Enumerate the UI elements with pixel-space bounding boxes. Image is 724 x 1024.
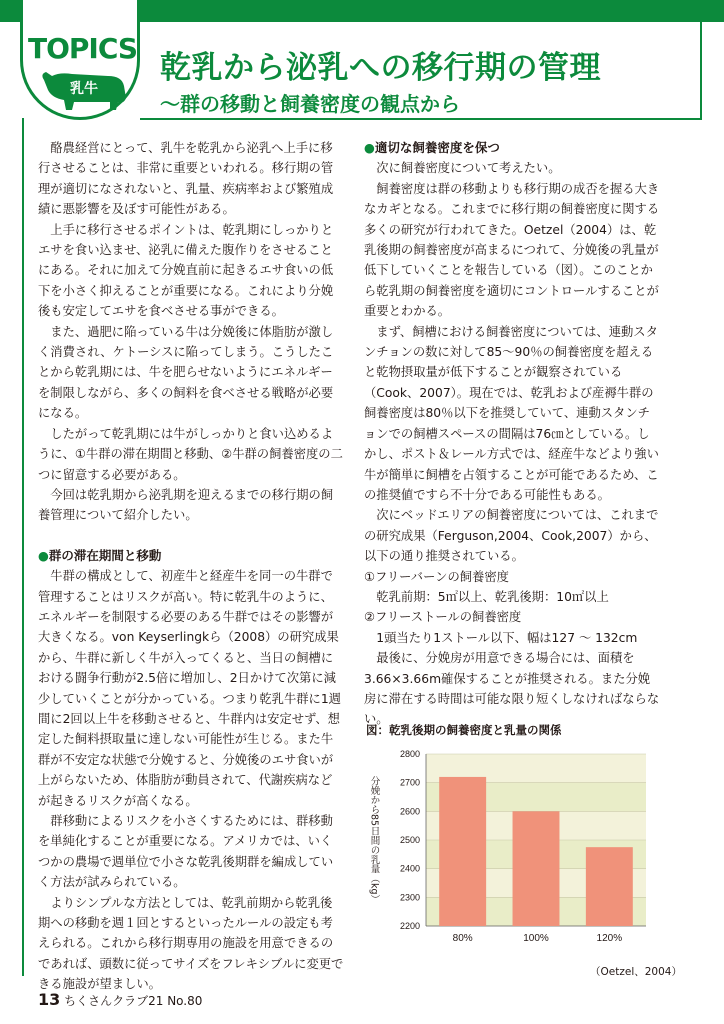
y-tick-label: 2800	[399, 749, 420, 759]
page-title: 乾乳から泌乳への移行期の管理	[160, 50, 601, 86]
right-rule	[700, 20, 702, 120]
list-item: 1頭当たり1ストール以下、幅は127 ～ 132cm	[376, 630, 638, 645]
paragraph: 飼養密度は群の移動よりも移行期の成否を握る大きなカギとなる。これまでに移行期の飼養密度に関する多くの研究が行われてきた。Oetzel（2004）は、乾乳後期の飼養密度が高まるにつれて、分娩後の乳量が低下していくことを報告している（図）。このことから乾乳期の飼養密度を適切にコントロールすることが重要とわかる。	[364, 181, 660, 319]
paragraph: したがって乾乳期には牛がしっかりと食い込めるように、①牛群の滞在期間と移動、②牛群の飼養密度の二つに留意する必要がある。	[38, 426, 343, 482]
paragraph: また、過肥に陥っている牛は分娩後に体脂肪が激しく消費され、ケトーシスに陥ってしまう。こうしたことから乾乳期には、牛を肥らせないようにエネルギーを制限しながら、多くの飼料を食べさせる戦略が必要になる。	[38, 324, 334, 421]
y-tick-label: 2600	[399, 806, 420, 817]
figure-source: （Oetzel、2004）	[590, 966, 682, 978]
left-rule	[22, 118, 24, 976]
issue-number: No.80	[167, 994, 203, 1008]
milk-yield-bar-chart	[364, 744, 664, 956]
paragraph: 次にベッドエリアの飼養密度については、これまでの研究成果（Ferguson,2004、Cook,2007）から、以下の通り推奨されている。	[364, 508, 659, 564]
figure-caption: 図：乾乳後期の飼養密度と乳量の関係	[366, 723, 562, 737]
paragraph: 群移動によるリスクを小さくするためには、群移動を単純化することが重要になる。アメリカでは、いくつかの農場で週単位で小さな乾乳後期群を編成していく方法が試みられている。	[38, 814, 334, 890]
header-rule	[140, 118, 702, 120]
y-tick-label: 2200	[399, 921, 420, 931]
paragraph: まず、飼槽における飼養密度については、連動スタンチョンの数に対して85～90％の飼養密度を超えると乾物摂取量が低下することが観察されている（Cook、2007）。現在では、乾乳および産褥牛群の飼養密度は80％以下を推奨していて、連動スタンチョンでの飼槽スペースの間隔は76㎝としている。しかし、ポスト＆レール方式では、経産牛などより強い牛が簡単に飼槽を占領することが可能であるため、この推奨値ですら不十分である可能性もある。	[364, 324, 659, 502]
page-footer	[38, 990, 202, 1009]
y-tick-label: 2300	[399, 892, 420, 903]
paragraph: 上手に移行させるポイントは、乾乳期にしっかりとエサを食い込ませ、泌乳に備えた腹作りをさせることにある。それに加えて分娩直前に起きるエサ食いの低下を小さく抑えることが重要になる。これにより分娩後も安定してエサを食べさせる事ができる。	[38, 222, 334, 319]
bullet-icon: ●	[364, 140, 375, 155]
paragraph: 牛群の構成として、初産牛と経産牛を同一の牛群で管理することはリスクが高い。特に乾乳牛のように、エネルギーを制限する必要のある牛群ではその影響が大きくなる。von Keyserlingkら（2008）の研究成果から、牛群に新しく牛が入ってくると、当日の飼槽における闘争行動が2.5倍に増加し、2日かけて次第に減少していくことが分かっている。つまり乾乳牛群に1週間に2回以上牛を移動させると、牛群内は安定せず、想定した飼料摂取量に達しない可能性が生じる。また牛群が不安定な状態で分娩すると、分娩後のエサ食いが上がらないため、体脂肪が動員されて、代謝疾病などが起きるリスクが高くなる。	[38, 569, 341, 808]
topics-label: TOPICS	[28, 32, 138, 65]
bar	[513, 811, 560, 926]
y-tick-label: 2700	[399, 777, 420, 788]
bar	[586, 847, 633, 926]
paragraph: 酪農経営にとって、乳牛を乾乳から泌乳へ上手に移行させることは、非常に重要といわれる。移行期の管理が適切になされないと、乳量、疾病率および繁殖成績に悪影響を及ぼす可能性がある。	[38, 141, 334, 217]
paragraph: 今回は乾乳期から泌乳期を迎えるまでの移行期の飼養管理について紹介したい。	[38, 487, 334, 523]
x-tick-label: 100%	[523, 933, 549, 944]
list-item: 乾乳前期：5㎡以上、乾乳後期：10㎡以上	[376, 589, 609, 604]
y-tick-label: 2500	[399, 835, 420, 845]
y-axis-label: 分娩から85日間の乳量（kg）	[368, 775, 380, 905]
paragraph: 最後に、分娩房が用意できる場合には、面積を3.66×3.66m確保することが推奨される。また分娩房に滞在する時間は可能な限り短くしなければならない。	[364, 651, 660, 727]
x-tick-label: 120%	[596, 933, 623, 944]
section-heading: ●適切な飼養密度を保つ	[364, 140, 500, 155]
y-tick-label: 2400	[399, 863, 420, 874]
dairy-cow-label: 乳牛	[70, 81, 98, 97]
list-item: ①フリーバーンの飼養密度	[364, 569, 509, 584]
magazine-name: ちくさんクラブ21	[64, 994, 164, 1008]
bullet-icon: ●	[38, 547, 49, 563]
x-tick-label: 80%	[452, 933, 473, 944]
page-number: 13	[38, 990, 61, 1009]
paragraph: 次に飼養密度について考えたい。	[376, 161, 561, 176]
right-column	[364, 138, 660, 730]
list-item: ②フリーストールの飼養密度	[364, 610, 522, 625]
bar	[439, 777, 486, 926]
paragraph: よりシンプルな方法としては、乾乳前期から乾乳後期への移動を週１回とするといったルールの設定も考えられる。これから移行期専用の施設を用意できるのであれば、頭数に従ってサイズをフレキシブルに変更できる施設が望ましい。	[38, 895, 344, 992]
left-column	[38, 138, 344, 995]
page-subtitle: 〜群の移動と飼養密度の観点から	[160, 92, 460, 116]
section-heading: ●群の滞在期間と移動	[38, 547, 162, 563]
